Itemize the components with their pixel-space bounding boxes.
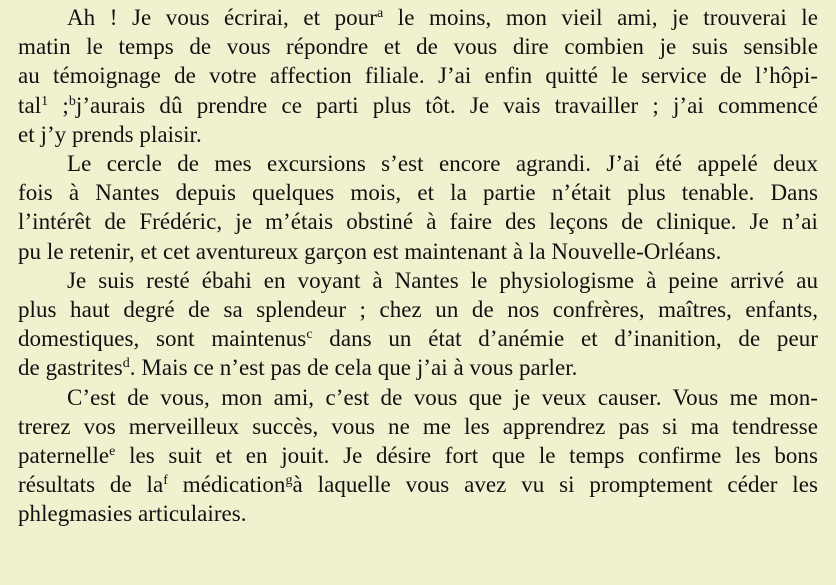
text-line: tal$^1$ ;$^b$j’aurais dû prendre ce parti plus tôt. Je vais travailler ; j’ai commencé [18,92,818,118]
text-line: et j’y prends plaisir. [18,121,202,147]
footnote-marker: b [68,93,76,109]
text-line: paternelle$^e$ les suit et en jouit. Je désire fort que le temps confirme les bons [18,443,818,469]
text-line: Ah ! Je vous écrirai, et pour$^a$ le moins, mon vieil ami, je trouverai le [67,5,818,30]
text-line: domestiques, sont maintenus$^c$ dans un état d’anémie et d’inanition, de peur [18,326,819,352]
text-line: fois à Nantes depuis quelques mois, et la partie n’était plus tenable. Dans [18,180,818,206]
text-line: Je suis resté ébahi en voyant à Nantes le physiologisme à peine arrivé au [67,267,818,293]
text-line: résultats de $la^f$ médication$^g$à laquelle vous avez vu si promptement céder les [18,472,818,498]
text-line: matin le temps de vous répondre et de vous dire combien je suis sensible [18,34,818,60]
text-line: de gastrites$^d$. Mais ce n’est pas de cela que j’ai à vous parler. [18,355,578,381]
text-line: phlegmasies articulaires. [18,501,247,527]
footnote-marker: 1 [41,93,49,109]
paragraph-1 [18,3,818,149]
paragraph-2 [18,149,818,266]
text-line: Le cercle de mes excursions s’est encore agrandi. J’ai été appelé deux [67,151,818,177]
text-line: trerez vos merveilleux succès, vous ne me les apprendrez pas si ma tendresse [18,413,818,439]
footnote-marker: f [163,473,168,489]
paragraph-4 [18,383,818,529]
footnote-marker: g [285,473,293,489]
text-line: pu le retenir, et cet aventureux garçon est maintenant à la Nouvelle-Orléans. [18,238,722,264]
text-line: au témoignage de votre affection filiale. J’ai enfin quitté le service de l’hôpi- [18,63,818,89]
text-line: plus haut degré de sa splendeur ; chez un de nos confrères, maîtres, enfants, [18,297,818,323]
footnote-marker: d [122,356,130,372]
footnote-marker: e [109,444,116,460]
text-line: l’intérêt de Frédéric, je m’étais obstiné à faire des leçons de clinique. Je n’ai [18,209,818,235]
text-line: C’est de vous, mon ami, c’est de vous que je veux causer. Vous me mon- [67,384,818,410]
footnote-marker: a [376,6,384,21]
paragraph-3 [18,266,818,383]
footnote-marker: c [306,327,313,343]
